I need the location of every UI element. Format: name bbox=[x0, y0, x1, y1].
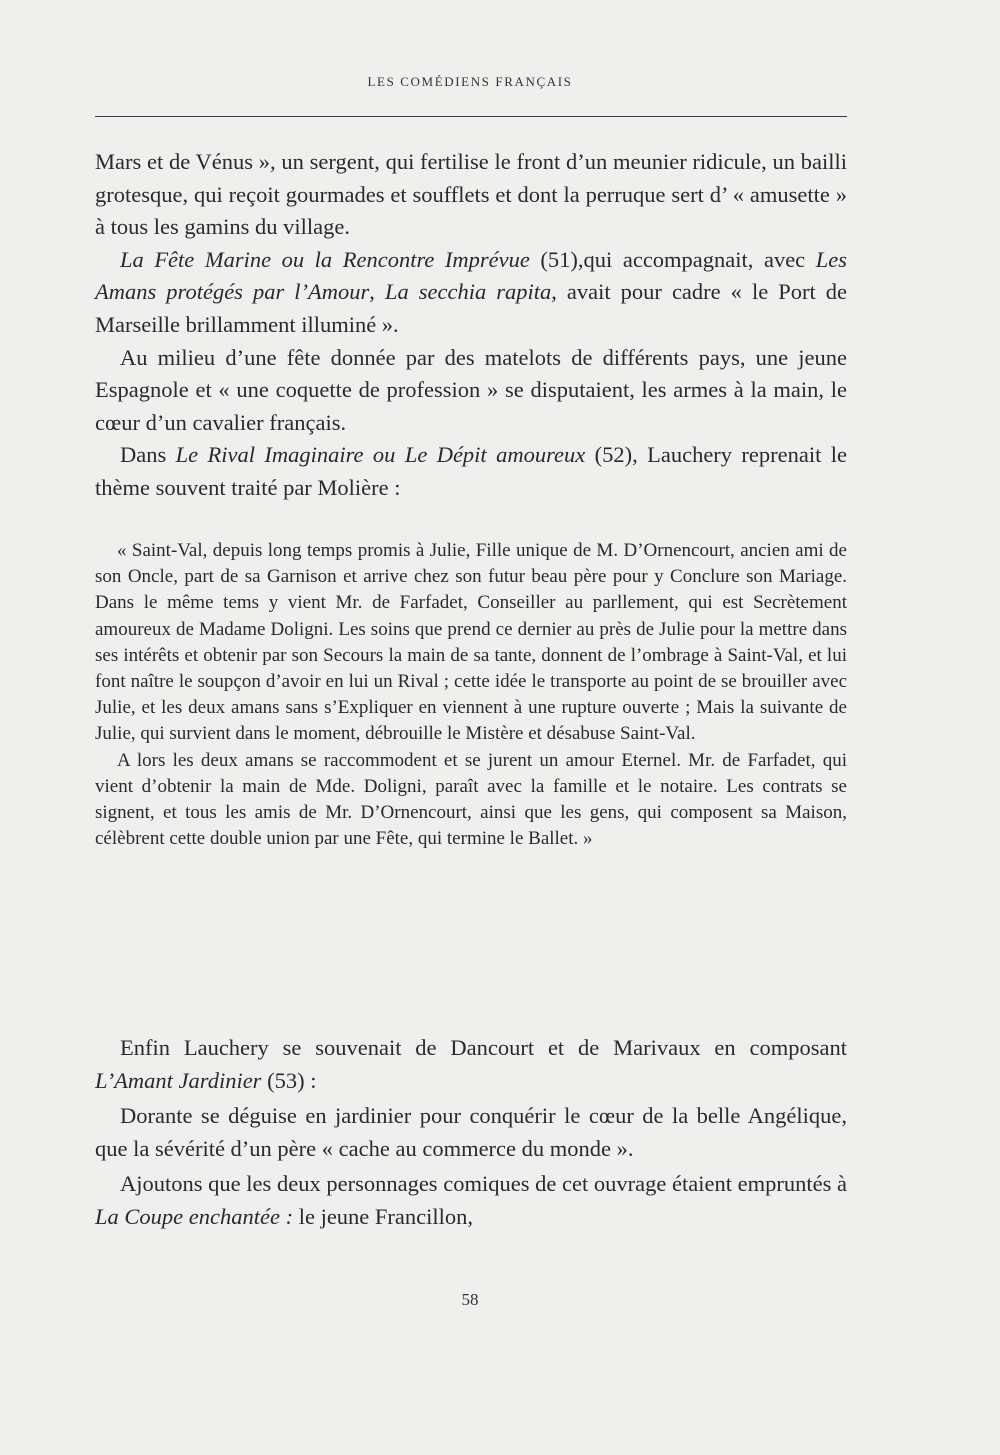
title-fete-marine: La Fête Marine ou la Rencontre Imprévue bbox=[120, 246, 530, 272]
paragraph-5: Enfin Lauchery se souvenait de Dancourt et de Marivaux en composant L’Amant Jardinier (53) : bbox=[95, 1035, 847, 1093]
title-amans-proteges: Les Amans protégés par l’Amour bbox=[95, 246, 847, 305]
block-quote bbox=[95, 538, 847, 852]
title-coupe-enchantee: La Coupe enchantée : bbox=[95, 1203, 294, 1229]
paragraph-2: La Fête Marine ou la Rencontre Imprévue (51),qui accompagnait, avec Les Amans protégés par l’Amour, La secchia rapita, avait pour cadre « le Port de Marseille brillamment illuminé ». bbox=[95, 246, 848, 337]
paragraph-1: Mars et de Vénus », un sergent, qui fertilise le front d’un meunier ridicule, un bailli grotesque, qui reçoit gourmades et soufflets et dont la perruque sert d’ « amusette » à tous les gamins du village. bbox=[95, 149, 847, 240]
quote-paragraph-2: A lors les deux amans se raccommodent et se jurent un amour Eternel. Mr. de Farfadet, qui vient d’obtenir la main de Mde. Doligni, paraît avec la famille et le notaire. Les contrats se signent, et tous les amis de Mr. D’Ornencourt, ainsi que les gens, qui composent sa Maison, célèbrent cette double union par une Fête, qui termine le Ballet. » bbox=[95, 749, 847, 850]
page-number: 58 bbox=[461, 1290, 479, 1309]
title-secchia-rapita: La secchia rapita bbox=[384, 279, 552, 305]
closing-text bbox=[95, 1032, 847, 1234]
main-text bbox=[95, 146, 847, 505]
header-rule bbox=[95, 116, 847, 117]
quote-paragraph-1: « Saint-Val, depuis long temps promis à Julie, Fille unique de M. D’Ornencourt, ancien ami de son Oncle, part de sa Garnison et arrive chez son futur beau père pour y Conclure son Mariage. Dans le même tems y vient Mr. de Farfadet, Conseiller au parllement, qui est Secrètement amoureux de Madame Doligni. Les soins que prend ce dernier au près de Julie pour la mettre dans ses intérêts et obtenir par son Secours la main de sa tante, donnent de l’ombrage à Saint-Val, et lui font naître le soupçon d’avoir en lui un Rival ; cette idée le transporte au point de se brouiller avec Julie, et les deux amans sans s’Expliquer en viennent à une rupture ouverte ; Mais la suivante de Julie, qui survient dans le moment, débrouille le Mistère et désabuse Saint-Val. bbox=[95, 540, 847, 745]
paragraph-3: Au milieu d’une fête donnée par des matelots de différents pays, une jeune Espagnole et « une coquette de profession » se disputaient, les armes à la main, le cœur d’un cavalier français. bbox=[95, 344, 847, 435]
title-rival-imaginaire: Le Rival Imaginaire ou Le Dépit amoureux bbox=[175, 442, 586, 468]
paragraph-7: Ajoutons que les deux personnages comiques de cet ouvrage étaient empruntés à La Coupe enchantée : le jeune Francillon, bbox=[95, 1171, 847, 1229]
title-amant-jardinier: L’Amant Jardinier bbox=[95, 1067, 262, 1093]
paragraph-6: Dorante se déguise en jardinier pour conquérir le cœur de la belle Angélique, que la sévérité d’un père « cache au commerce du monde ». bbox=[95, 1103, 847, 1161]
paragraph-4: Dans Le Rival Imaginaire ou Le Dépit amoureux (52), Lauchery reprenait le thème souvent traité par Molière : bbox=[95, 442, 848, 500]
running-head: LES COMÉDIENS FRANÇAIS bbox=[367, 74, 573, 89]
